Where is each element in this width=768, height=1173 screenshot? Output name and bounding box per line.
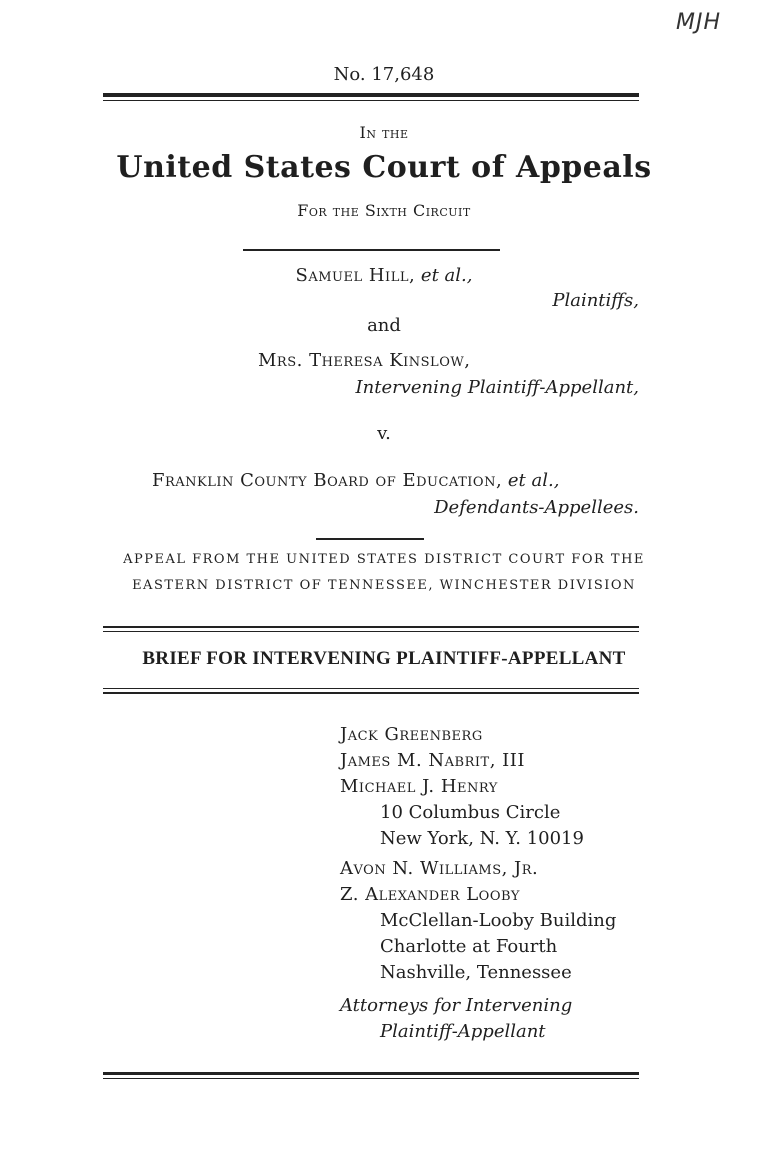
court-name: United States Court of Appeals	[116, 150, 652, 185]
attorney-name: James M. Nabrit, III	[340, 750, 525, 771]
bottom-rule-thick	[103, 1072, 639, 1075]
address-line: Charlotte at Fourth	[380, 936, 558, 957]
bottom-rule-thin	[103, 1078, 639, 1079]
attorney-name: Jack Greenberg	[340, 724, 483, 745]
attorney-block-1	[340, 722, 584, 852]
appeal-from-line2: EASTERN DISTRICT OF TENNESSEE, WINCHESTER DIVISION	[132, 578, 636, 593]
plaintiff-role: Plaintiffs,	[552, 290, 639, 311]
brief-rule-bottom-2	[103, 692, 639, 694]
appeal-from-line1: APPEAL FROM THE UNITED STATES DISTRICT COURT FOR THE	[123, 552, 645, 567]
attorney-name: Avon N. Williams, Jr.	[340, 858, 539, 879]
brief-title: BRIEF FOR INTERVENING PLAINTIFF-APPELLANT	[142, 648, 626, 669]
short-divider-rule	[316, 538, 424, 540]
address-line: McClellan-Looby Building	[380, 910, 617, 931]
top-rule-thin	[103, 100, 639, 101]
case-number: No. 17,648	[333, 64, 435, 85]
attorney-name: Michael J. Henry	[340, 776, 498, 797]
attorney-name: Z. Alexander Looby	[340, 884, 520, 905]
intervenor-name: Mrs. Theresa Kinslow,	[258, 350, 471, 371]
attorney-role	[340, 993, 572, 1045]
plaintiff-line	[0, 265, 768, 286]
defendant-et-al: et al.,	[507, 470, 560, 491]
brief-rule-top-2	[103, 631, 639, 632]
defendant-name: Franklin County Board of Education,	[152, 470, 503, 491]
top-rule-thick	[103, 93, 639, 97]
divider-rule	[243, 249, 500, 251]
versus: v.	[377, 423, 391, 444]
address-line: Nashville, Tennessee	[380, 962, 572, 983]
in-the-label: In the	[359, 123, 409, 142]
plaintiff-name: Samuel Hill,	[295, 265, 416, 286]
plaintiff-et-al: et al.,	[420, 265, 473, 286]
address-line: 10 Columbus Circle	[380, 802, 561, 823]
defendant-line	[152, 470, 559, 491]
defendant-role: Defendants-Appellees.	[434, 497, 639, 518]
brief-rule-bottom-1	[103, 688, 639, 689]
circuit-name: For the Sixth Circuit	[297, 201, 471, 220]
handwritten-initials: MJH	[676, 10, 722, 35]
attorney-role-line1: Attorneys for Intervening	[340, 995, 573, 1016]
attorney-block-2	[340, 856, 616, 986]
brief-rule-top-1	[103, 626, 639, 628]
attorney-role-line2: Plaintiff-Appellant	[380, 1021, 546, 1042]
intervenor-role: Intervening Plaintiff-Appellant,	[355, 377, 639, 398]
conjunction-and: and	[367, 315, 401, 336]
address-line: New York, N. Y. 10019	[380, 828, 584, 849]
